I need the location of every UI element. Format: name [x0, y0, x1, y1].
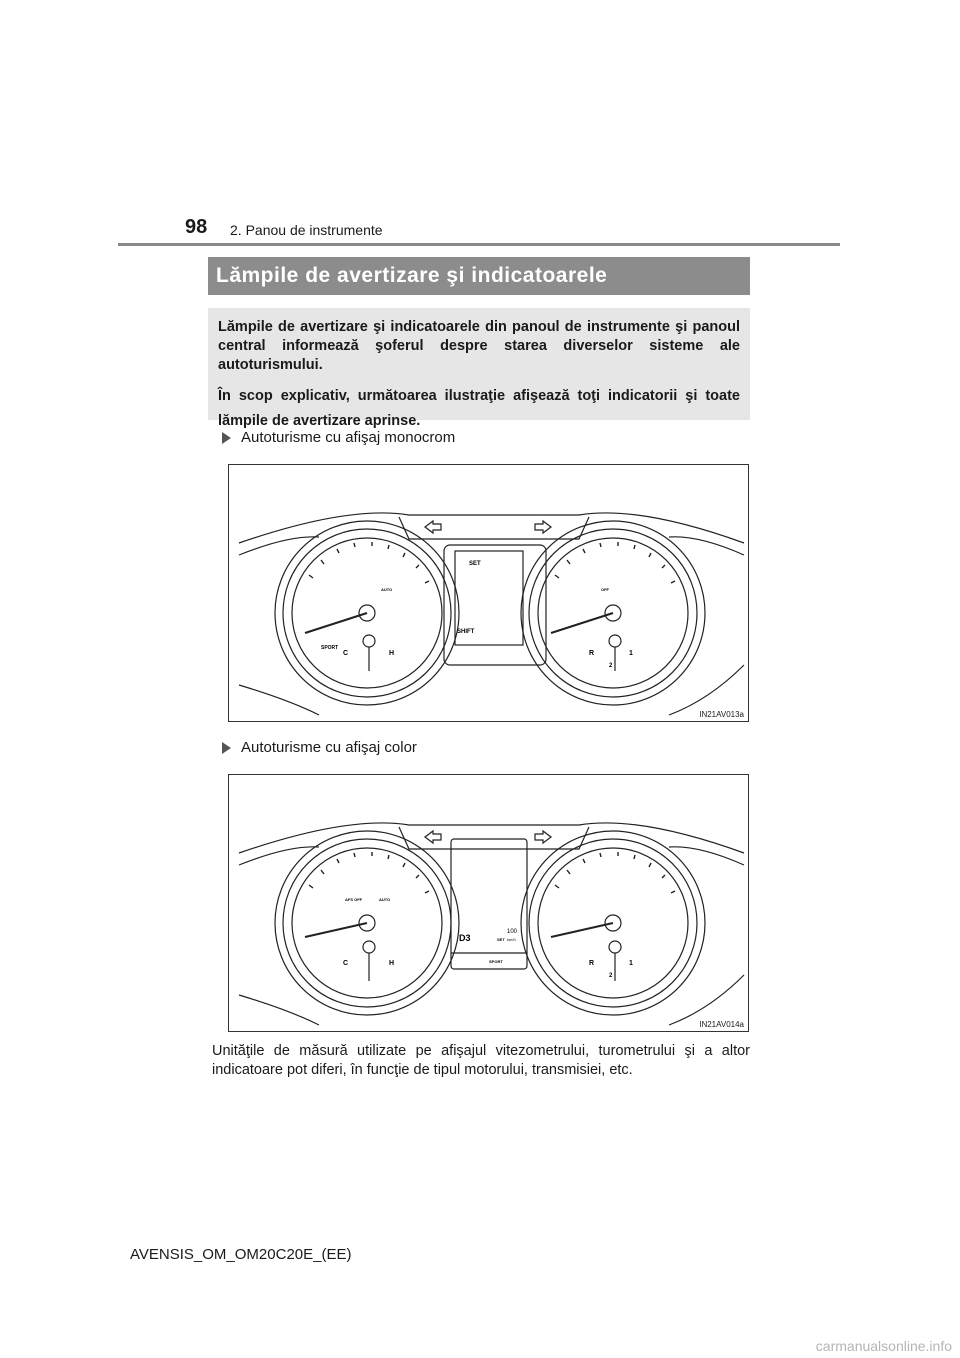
set-label: SET [469, 561, 481, 567]
speed-value: 100 [507, 929, 518, 935]
intro-paragraph-2: În scop explicativ, următoarea ilustraţie afişează toţi indicatorii şi toate lămpile de avertizare aprinse. [218, 388, 740, 429]
figure-1-code: IN21AV013a [699, 710, 744, 719]
afs-off-label: AFS OFF [345, 897, 363, 902]
cluster-figure-color [228, 774, 749, 1032]
triangle-bullet-icon [222, 432, 231, 444]
gear-indicator: D3 [459, 933, 471, 943]
shift-label: SHIFT [457, 629, 475, 635]
two-label: 2 [609, 663, 613, 669]
sport-label: SPORT [489, 959, 503, 964]
figure-2-caption-text: Autoturisme cu afişaj color [241, 739, 417, 756]
page-number: 98 [185, 216, 208, 238]
document-code: AVENSIS_OM_OM20C20E_(EE) [130, 1246, 352, 1263]
auto-label: AUTO [379, 897, 391, 902]
set-label: SET [497, 937, 505, 942]
instrument-cluster-illustration [229, 465, 749, 722]
figure-2-code: IN21AV014a [699, 1020, 744, 1029]
auto-label: AUTO [381, 587, 393, 592]
cold-label: C [343, 960, 349, 967]
one-label: 1 [629, 960, 633, 967]
cold-label: C [343, 650, 349, 657]
hot-label: H [389, 650, 395, 657]
speed-unit: km/h [507, 937, 516, 942]
header-divider [118, 243, 840, 246]
one-label: 1 [629, 650, 633, 657]
figure-1-caption [222, 429, 455, 446]
two-label: 2 [609, 973, 613, 979]
reserve-label: R [589, 960, 595, 967]
off-label: OFF [601, 587, 609, 592]
section-title: Lămpile de avertizare şi indicatoarele [208, 257, 750, 295]
watermark: carmanualsonline.info [815, 1338, 952, 1354]
cluster-figure-monochrome [228, 464, 749, 722]
triangle-bullet-icon [222, 742, 231, 754]
footnote-text: Unităţile de măsură utilizate pe afişajul vitezometrului, turometrului şi a altor indicatoare pot diferi, în funcţie de tipul motorului, transmisiei, etc. [212, 1043, 750, 1078]
hot-label: H [389, 960, 395, 967]
figure-1-caption-text: Autoturisme cu afişaj monocrom [241, 429, 456, 446]
chapter-title: 2. Panou de instrumente [230, 222, 383, 238]
intro-box [208, 308, 750, 429]
sport-label: SPORT [321, 645, 339, 651]
intro-paragraph-1: Lămpile de avertizare şi indicatoarele din panoul de instrumente şi panoul central informează şoferul despre starea diverselor sisteme ale autoturismului. [218, 319, 740, 373]
instrument-cluster-illustration [229, 775, 749, 1032]
reserve-label: R [589, 650, 595, 657]
figure-2-caption [222, 739, 417, 756]
